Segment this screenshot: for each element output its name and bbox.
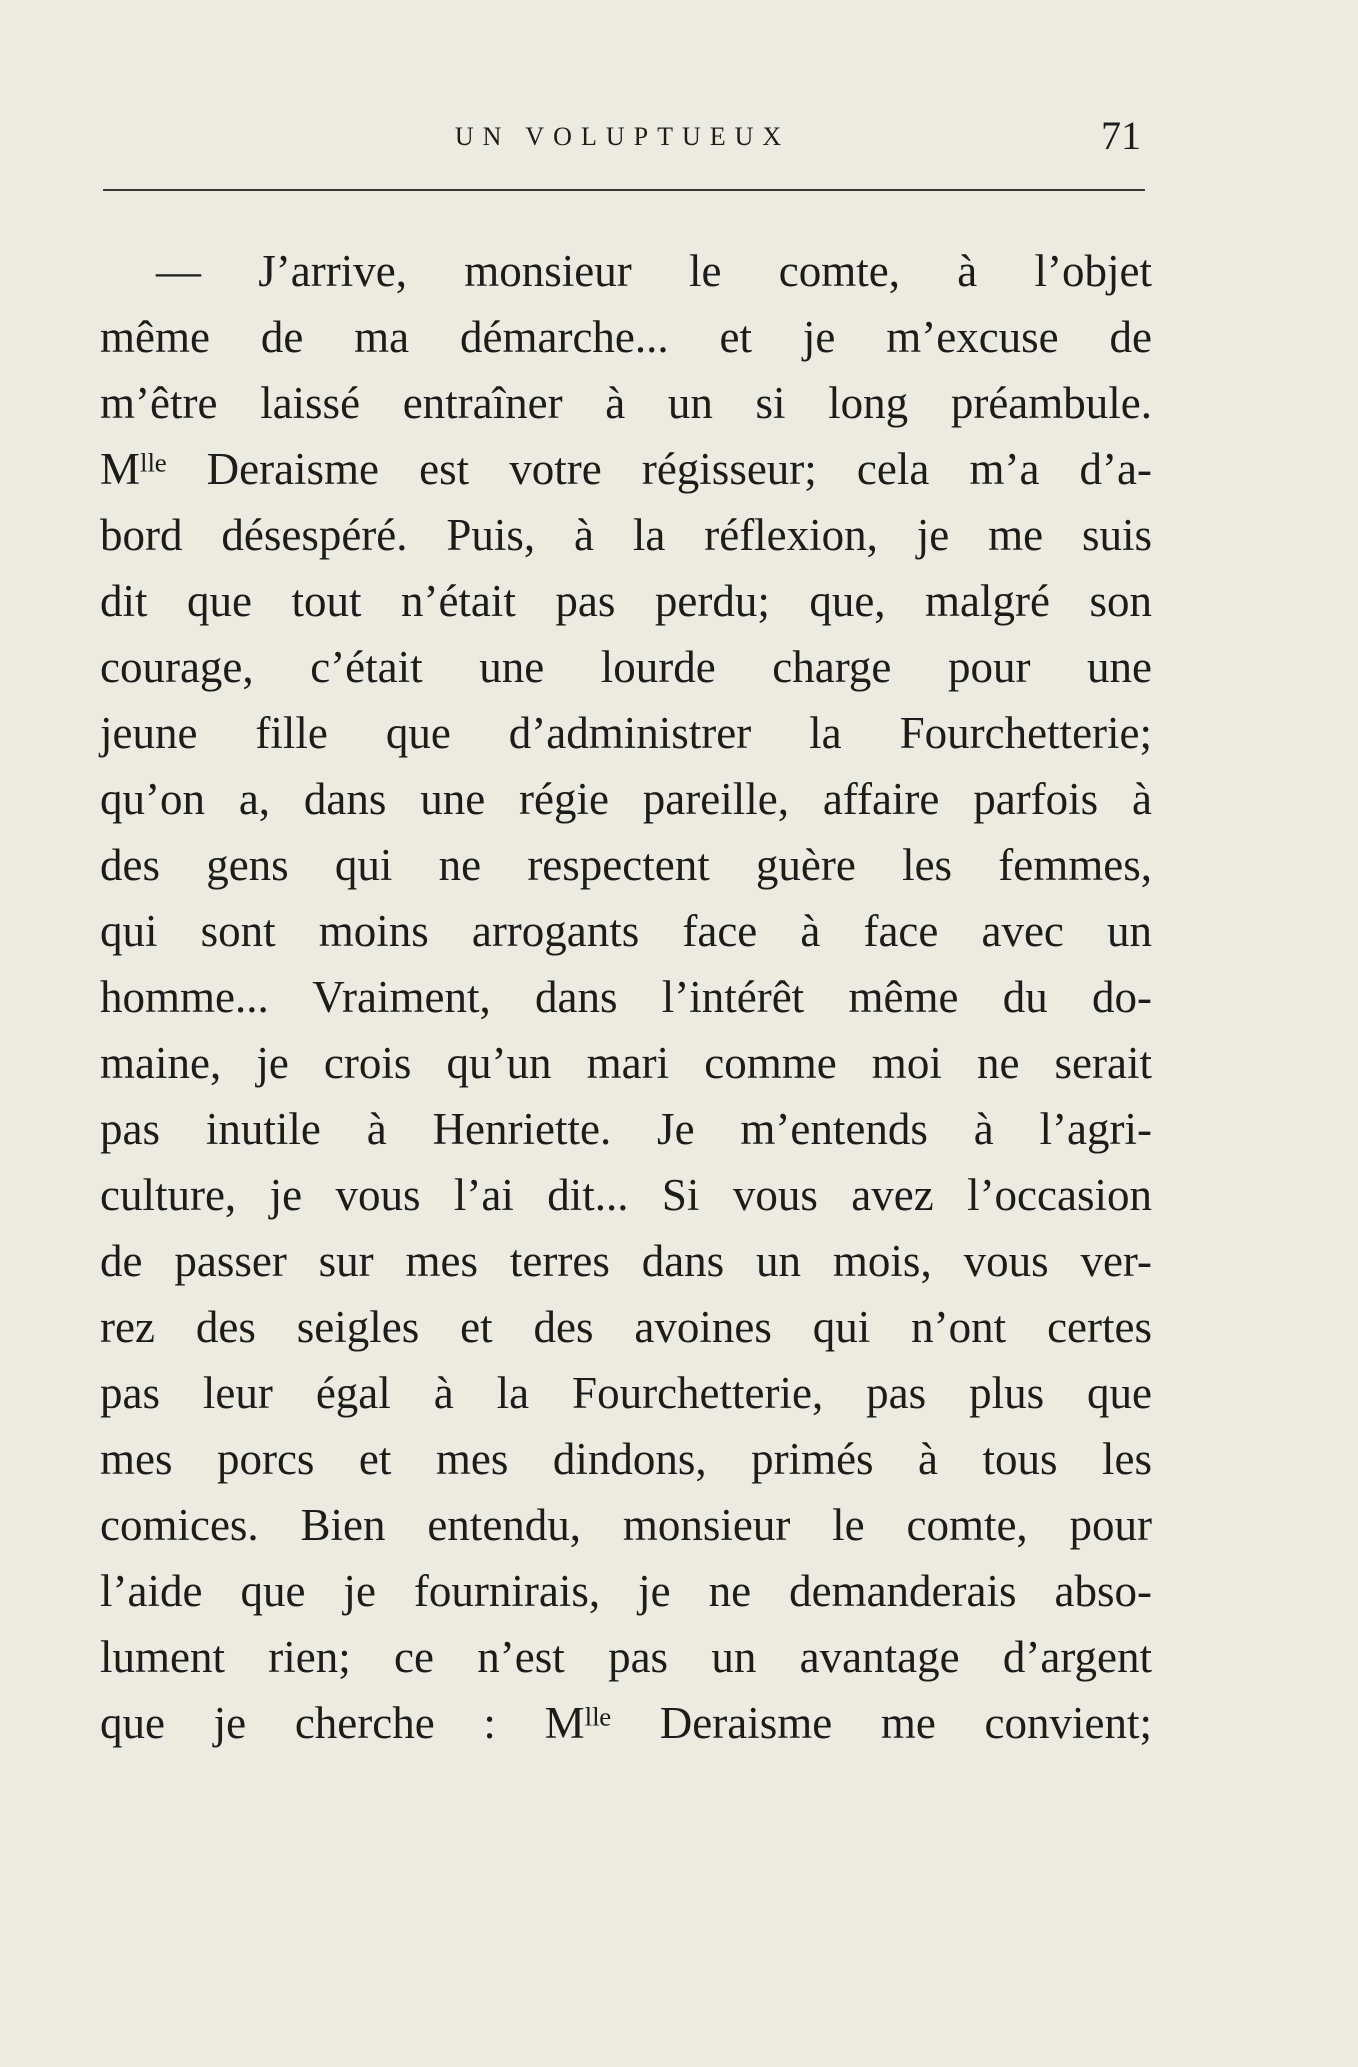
- text-line: même de ma démarche... et je m’excuse de: [100, 312, 1152, 362]
- text-line: m’être laissé entraîner à un si long préambule.: [100, 378, 1152, 428]
- text-line: qui sont moins arrogants face à face avec un: [100, 906, 1152, 956]
- text-line: dit que tout n’était pas perdu; que, malgré son: [100, 576, 1152, 626]
- text-line: l’aide que je fournirais, je ne demanderais abso-: [100, 1566, 1152, 1616]
- text-line: des gens qui ne respectent guère les femmes,: [100, 840, 1152, 890]
- text-line: maine, je crois qu’un mari comme moi ne serait: [100, 1038, 1152, 1088]
- running-title: UN VOLUPTUEUX: [454, 122, 791, 151]
- text-line: pas leur égal à la Fourchetterie, pas plus que: [100, 1368, 1152, 1418]
- page-number: 71: [1101, 113, 1141, 158]
- text-line: de passer sur mes terres dans un mois, vous ver-: [100, 1236, 1152, 1286]
- text-line: homme... Vraiment, dans l’intérêt même du do-: [100, 972, 1152, 1022]
- text-line: que je cherche : Mˡˡᵉ Deraisme me convient;: [100, 1698, 1152, 1748]
- text-line: culture, je vous l’ai dit... Si vous avez l’occasion: [100, 1170, 1152, 1220]
- text-line: mes porcs et mes dindons, primés à tous les: [100, 1434, 1152, 1484]
- text-line: bord désespéré. Puis, à la réflexion, je me suis: [100, 510, 1152, 560]
- text-line: jeune fille que d’administrer la Fourchetterie;: [100, 708, 1152, 758]
- text-line: pas inutile à Henriette. Je m’entends à l’agri-: [100, 1104, 1152, 1154]
- text-line: Mˡˡᵉ Deraisme est votre régisseur; cela m’a d’a-: [100, 444, 1152, 494]
- text-line: — J’arrive, monsieur le comte, à l’objet: [156, 246, 1152, 296]
- text-line: comices. Bien entendu, monsieur le comte, pour: [100, 1500, 1152, 1550]
- text-line: courage, c’était une lourde charge pour une: [100, 642, 1152, 692]
- text-line: rez des seigles et des avoines qui n’ont certes: [100, 1302, 1152, 1352]
- body-text: [100, 238, 1152, 1756]
- header-rule: [103, 189, 1145, 191]
- text-line: lument rien; ce n’est pas un avantage d’argent: [100, 1632, 1152, 1682]
- text-line: qu’on a, dans une régie pareille, affaire parfois à: [100, 774, 1152, 824]
- running-head: [100, 113, 1145, 172]
